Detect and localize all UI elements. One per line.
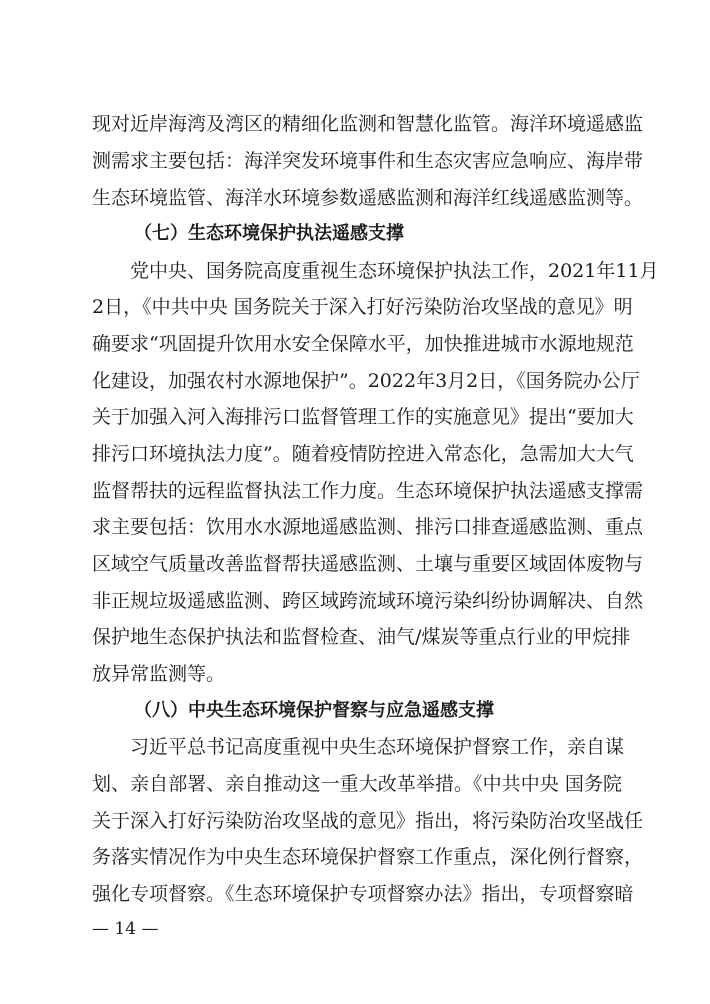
paragraph-2-line-7: 监督帮扶的远程监督执法工作力度。生态环境保护执法遥感支撑需 [92, 480, 644, 502]
section-heading-7: （七）生态环境保护执法遥感支撑 [134, 223, 404, 244]
paragraph-2-line-11: 保护地生态保护执法和监督检查、油气/煤炭等重点行业的甲烷排 [92, 626, 631, 648]
page-number: — 14 — [92, 919, 159, 939]
paragraph-2-line-2: 2日，《中共中央 国务院关于深入打好污染防治攻坚战的意见》明 [92, 296, 633, 318]
paragraph-2-line-6: 排污口环境执法力度”。随着疫情防控进入常态化，急需加大大气 [92, 443, 634, 465]
paragraph-2-line-12: 放异常监测等。 [92, 663, 226, 685]
paragraph-2-line-1: 党中央、国务院高度重视生态环境保护执法工作，2021年11月 [92, 260, 659, 282]
paragraph-3-line-1: 习近平总书记高度重视中央生态环境保护督察工作，亲自谋 [92, 736, 625, 758]
paragraph-1-line-2: 测需求主要包括：海洋突发环境事件和生态灾害应急响应、海岸带 [92, 150, 644, 172]
paragraph-1-line-1: 现对近岸海湾及湾区的精细化监测和智慧化监管。海洋环境遥感监 [92, 113, 644, 135]
paragraph-2-line-4: 化建设，加强农村水源地保护”。2022年3月2日，《国务院办公厅 [92, 370, 640, 392]
paragraph-2-line-8: 求主要包括：饮用水水源地遥感监测、排污口排查遥感监测、重点 [92, 516, 644, 538]
section-heading-8: （八）中央生态环境保护督察与应急遥感支撑 [134, 700, 494, 721]
paragraph-3-line-4: 务落实情况作为中央生态环境保护督察工作重点，深化例行督察， [92, 846, 644, 868]
paragraph-3-line-3: 关于深入打好污染防治攻坚战的意见》指出，将污染防治攻坚战任 [92, 810, 644, 832]
paragraph-3-line-5: 强化专项督察。《生态环境保护专项督察办法》指出，专项督察暗 [92, 883, 634, 905]
paragraph-2-line-10: 非正规垃圾遥感监测、跨区域跨流域环境污染纠纷协调解决、自然 [92, 590, 644, 612]
paragraph-3-line-2: 划、亲自部署、亲自推动这一重大改革举措。《中共中央 国务院 [92, 773, 622, 795]
paragraph-2-line-5: 关于加强入河入海排污口监督管理工作的实施意见》提出“要加大 [92, 406, 634, 428]
paragraph-2-line-3: 确要求“巩固提升饮用水安全保障水平，加快推进城市水源地规范 [92, 333, 634, 355]
paragraph-2-line-9: 区域空气质量改善监督帮扶遥感监测、土壤与重要区域固体废物与 [92, 553, 644, 575]
paragraph-1-line-3: 生态环境监管、海洋水环境参数遥感监测和海洋红线遥感监测等。 [92, 187, 644, 209]
